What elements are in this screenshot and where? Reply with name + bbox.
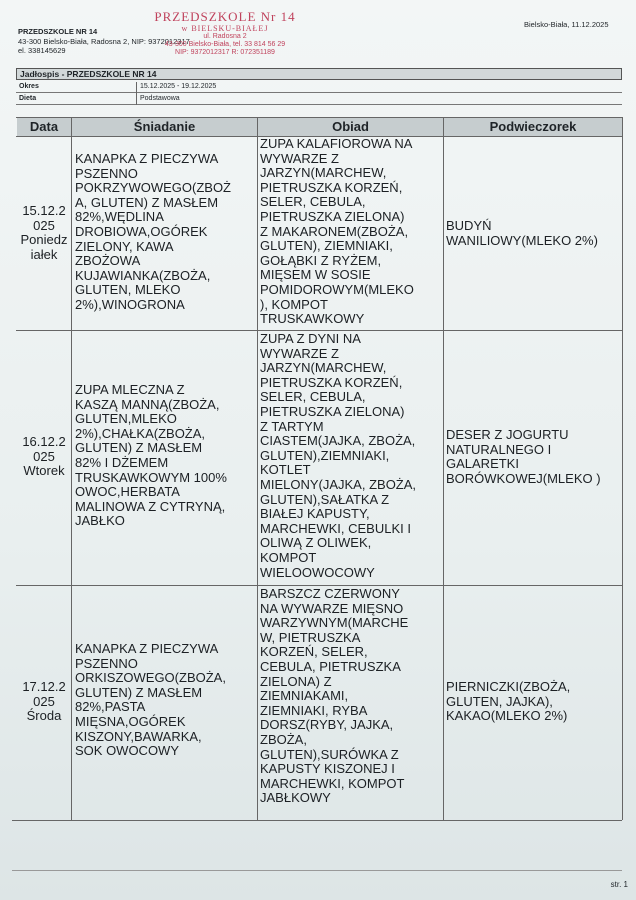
row-2-lunch: ZUPA Z DYNI NA WYWARZE Z JARZYN(MARCHEW, PIETRUSZKA KORZEŃ, SELER, CEBULA, PIETRUSZKA ZIELONA) Z TARTYM CIASTEM(JAJKA, ZBOŻA, GLUTEN),ZIEMNIAKI, KOTLET MIELONY(JAJKA, ZBOŻA, GLUTEN),SAŁATKA Z BIAŁEJ KAPUSTY, MARCHEWKI, CEBULKI I OLIWĄ Z OLIWEK, KOMPOT WIELOOWOCOWY <box>260 331 417 580</box>
diet-row <box>16 94 622 105</box>
column-header-date: Data <box>17 118 71 136</box>
place-date: Bielsko-Biała, 11.12.2025 <box>524 20 609 29</box>
row-2-snack: DESER Z JOGURTU NATURALNEGO I GALARETKI BORÓWKOWEJ(MLEKO ) <box>446 427 601 486</box>
row-1-breakfast: KANAPKA Z PIECZYWA PSZENNO POKRZYWOWEGO(ZBOŻ A, GLUTEN) Z MASŁEM 82%,WĘDLINA DROBIOWA,OGÓREK ZIELONY, KAWA ZBOŻOWA KUJAWIANKA(ZBOŻA, GLUTEN, MLEKO 2%),WINOGRONA <box>75 151 231 312</box>
row-2-breakfast: ZUPA MLECZNA Z KASZĄ MANNĄ(ZBOŻA, GLUTEN,MLEKO 2%),CHAŁKA(ZBOŻA, GLUTEN) Z MASŁEM 82% I DŻEMEM TRUSKAWKOWYM 100% OWOC,HERBATA MALINOWA Z CYTRYNĄ, JABŁKO <box>75 382 227 529</box>
row-3-breakfast: KANAPKA Z PIECZYWA PSZENNO ORKISZOWEGO(ZBOŻA, GLUTEN) Z MASŁEM 82%,PASTA MIĘSNA,OGÓREK KISZONY,BAWARKA, SOK OWOCOWY <box>75 641 226 759</box>
column-divider-2 <box>257 117 258 820</box>
row-1-date: 15.12.2 025 Poniedz iałek <box>20 203 68 262</box>
page-number: str. 1 <box>610 880 628 889</box>
diet-value: Podstawowa <box>140 95 180 102</box>
row-3-snack: PIERNICZKI(ZBOŻA, GLUTEN, JAJKA), KAKAO(MLEKO 2%) <box>446 679 571 724</box>
stamp-line-4: 43-300 Bielsko-Biała, tel. 33 814 56 29 <box>164 41 286 48</box>
column-header-lunch: Obiad <box>258 118 443 136</box>
table-top-border <box>16 117 622 118</box>
row-2-date: 16.12.2 025 Wtorek <box>22 434 66 479</box>
org-phone: el. 338145629 <box>18 46 66 55</box>
menu-title: Jadłospis - PRZEDSZKOLE NR 14 <box>16 68 622 80</box>
row-1-snack: BUDYŃ WANILIOWY(MLEKO 2%) <box>446 218 598 248</box>
stamp-line-2: w BIELSKU-BIAŁEJ <box>181 24 269 33</box>
org-address: 43-300 Bielsko-Biała, Radosna 2, NIP: 9372012317 <box>18 37 190 46</box>
column-header-snack: Podwieczorek <box>444 118 622 136</box>
column-divider-3 <box>443 117 444 820</box>
period-label: Okres <box>19 83 39 90</box>
header-divider <box>136 82 137 105</box>
column-divider-right <box>622 117 623 820</box>
org-name: PRZEDSZKOLE NR 14 <box>18 27 98 36</box>
footer-line <box>12 870 622 871</box>
stamp-line-3: ul. Radosna 2 <box>203 33 247 40</box>
diet-label: Dieta <box>19 95 37 102</box>
table-bottom-border <box>12 820 622 821</box>
row-3-date: 17.12.2 025 Środa <box>22 679 66 724</box>
row-3-lunch: BARSZCZ CZERWONY NA WYWARZE MIĘSNO WARZYWNYM(MARCHE W, PIETRUSZKA KORZEŃ, SELER, CEBULA, PIETRUSZKA ZIELONA) Z ZIEMNIAKAMI, ZIEMNIAKI, RYBA DORSZ(RYBY, JAJKA, ZBOŻA, GLUTEN),SURÓWKA Z KAPUSTY KISZONEJ I MARCHEWKI, KOMPOT JABŁKOWY <box>260 586 409 806</box>
institution-stamp <box>150 10 300 57</box>
stamp-line-5: NIP: 9372012317 R: 072351189 <box>175 49 275 56</box>
column-header-breakfast: Śniadanie <box>72 118 257 136</box>
period-row <box>16 82 622 93</box>
row-1-lunch: ZUPA KALAFIOROWA NA WYWARZE Z JARZYN(MARCHEW, PIETRUSZKA KORZEŃ, SELER, CEBULA, PIETRUSZKA ZIELONA) Z MAKARONEM(ZBOŻA, GLUTEN), ZIEMNIAKI, GOŁĄBKI Z RYŻEM, MIĘSEM W SOSIE POMIDOROWYM(MLEKO ), KOMPOT TRUSKAWKOWY <box>260 136 414 327</box>
period-value: 15.12.2025 - 19.12.2025 <box>140 83 217 90</box>
stamp-line-1: PRZEDSZKOLE Nr 14 <box>154 9 296 24</box>
